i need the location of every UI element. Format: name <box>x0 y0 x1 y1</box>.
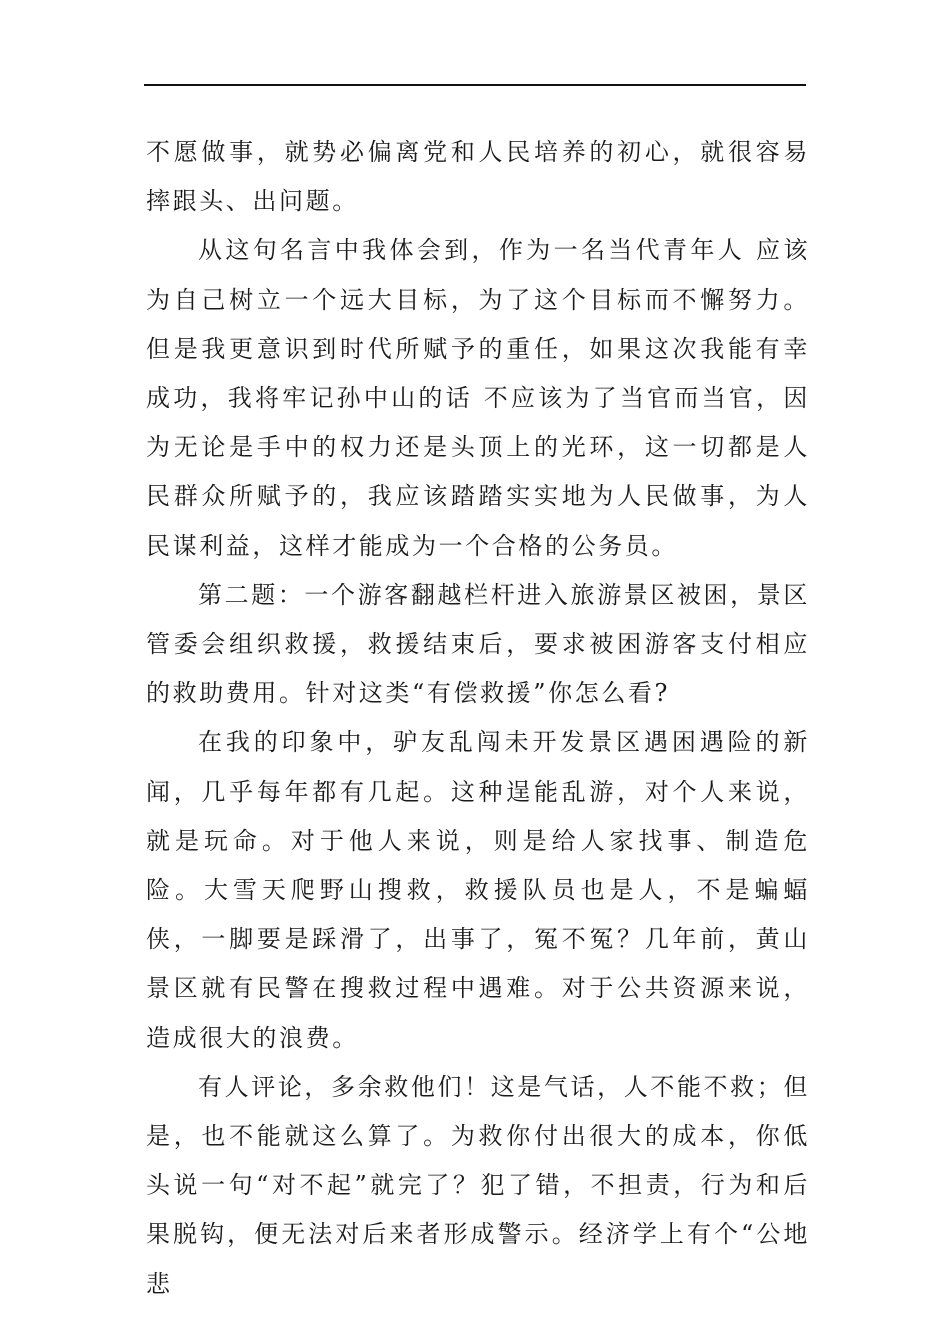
paragraph-question-two: 第二题：一个游客翻越栏杆进入旅游景区被困，景区管委会组织救援，救援结束后，要求被困游客支付相应的救助费用。针对这类“有偿救援”你怎么看? <box>146 580 810 708</box>
paragraph-reflection: 从这句名言中我体会到，作为一名当代青年人 应该为自己树立一个远大目标，为了这个目标而不懈努力。但是我更意识到时代所赋予的重任，如果这次我能有幸成功，我将牢记孙中山的话 不应该为了当官而当官，因为无论是手中的权力还是头顶上的光环，这一切都是人民群众所赋予的，我应该踏踏实实地为人民做事，为人民谋利益，这样才能成为一个合格的公务员。 <box>146 236 810 560</box>
paragraph-answer-comment: 有人评论，多余救他们！这是气话，人不能不救；但是，也不能就这么算了。为救你付出很大的成本，你低头说一句“对不起”就完了？犯了错，不担责，行为和后果脱钩，便无法对后来者形成警示。经济学上有个“公地悲 <box>146 1072 810 1298</box>
paragraph-answer-impression: 在我的印象中，驴友乱闯未开发景区遇困遇险的新闻，几乎每年都有几起。这种逞能乱游，对个人来说，就是玩命。对于他人来说，则是给人家找事、制造危险。大雪天爬野山搜救，救援队员也是人，不是蝙蝠侠，一脚要是踩滑了，出事了，冤不冤？几年前，黄山景区就有民警在搜救过程中遇难。对于公共资源来说，造成很大的浪费。 <box>146 728 810 1052</box>
document-body <box>146 128 810 1309</box>
paragraph-continuation: 不愿做事，就势必偏离党和人民培养的初心，就很容易摔跟头、出问题。 <box>146 138 810 216</box>
header-rule <box>144 84 806 86</box>
